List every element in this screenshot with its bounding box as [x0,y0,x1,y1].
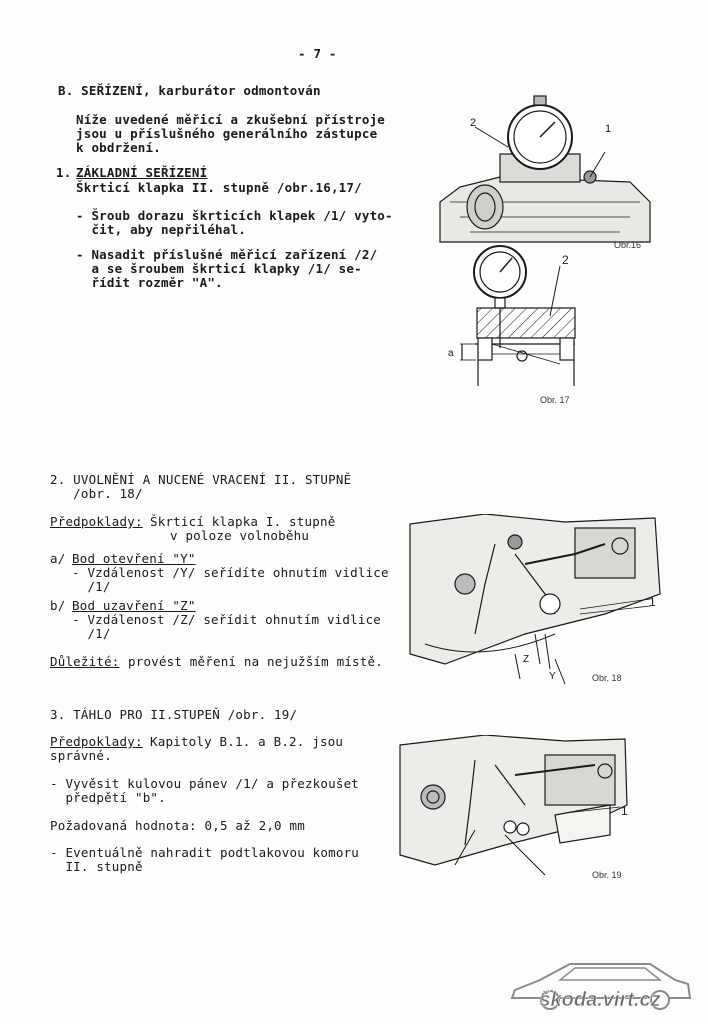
fig17-label-2: 2 [562,253,569,267]
s2-b-line2: /1/ [72,626,111,641]
s1-number: 1. [56,165,72,180]
s3-title: 3. TÁHLO PRO II.STUPEŇ /obr. 19/ [50,707,298,722]
s2-a-label: a/ [50,551,66,566]
s2-important-text: provést měření na nejužším místě. [128,654,383,669]
figure-19-vacuum-rod [395,735,635,885]
s3-prereq-label: Předpoklady: [50,734,143,749]
s2-prereq-line1: Škrticí klapka I. stupně [150,514,336,529]
s2-prereq-label: Předpoklady: [50,514,143,529]
s1-bullet2-line1: - Nasadit příslušné měřicí zařízení /2/ [76,247,378,262]
figure-18-linkage-fork [405,514,665,690]
fig17-caption: Obr. 17 [540,395,570,405]
s3-bullet1-line2: předpětí "b". [50,790,166,805]
fig19-caption: Obr. 19 [592,870,622,880]
s2-important-label: Důležité: [50,654,120,669]
fig16-caption: Obr.16 [614,240,642,250]
s1-title: ZÁKLADNÍ SEŘÍZENÍ [76,165,208,180]
figure-17-measurement-diagram [440,236,600,396]
s2-b-label: b/ [50,598,66,613]
s2-a-line1: - Vzdálenost /Y/ seřídíte ohnutím vidlice [72,565,389,580]
s1-bullet2-line2: a se šroubem škrticí klapky /1/ se- [76,261,362,276]
fig18-label-z: Z [523,654,530,665]
fig18-label-y: Y [549,671,556,682]
s2-a-title: Bod otevření "Y" [72,551,196,566]
s3-bullet2-line2: II. stupně [50,859,143,874]
fig18-caption: Obr. 18 [592,673,622,683]
s3-prereq-line2: správné. [50,748,112,763]
watermark-text: škoda.virt.cz [539,989,661,1011]
s1-subtitle: Škrticí klapka II. stupně /obr.16,17/ [76,180,362,195]
section-b-heading: B. SEŘÍZENÍ, karburátor odmontován [58,83,321,98]
s2-b-line1: - Vzdálenost /Z/ seřídit ohnutím vidlice [72,612,382,627]
s3-bullet1-line1: - Vyvěsit kulovou pánev /1/ a přezkoušet [50,776,360,791]
s1-bullet2-line3: řídit rozměr "A". [76,275,223,290]
s3-requirement: Požadovaná hodnota: 0,5 až 2,0 mm [50,818,305,833]
intro-line-1: Níže uvedené měřicí a zkušební přístroje [76,112,386,127]
s2-a-line2: /1/ [72,579,111,594]
watermark-car-logo [500,950,700,1020]
s3-bullet2-line1: - Eventuálně nahradit podtlakovou komoru [50,845,360,860]
s3-prereq-line1: Kapitoly B.1. a B.2. jsou [150,734,344,749]
fig18-label-1: 1 [649,595,656,609]
s2-b-title: Bod uzavření "Z" [72,598,196,613]
s1-bullet1-line1: - Šroub dorazu škrticích klapek /1/ vyto- [76,208,393,223]
intro-line-3: k obdržení. [76,140,161,155]
fig19-label-1: 1 [621,804,628,818]
s2-title-line2: /obr. 18/ [50,486,143,501]
fig16-label-2: 2 [470,117,477,129]
s1-bullet1-line2: čit, aby nepřiléhal. [76,222,246,237]
intro-line-2: jsou u příslušného generálního zástupce [76,126,378,141]
figure-16-carburetor-gauge [430,92,660,252]
page-number: - 7 - [298,46,337,61]
fig17-label-a: a [448,348,454,359]
fig16-label-1: 1 [605,123,612,135]
s2-prereq-line2: v poloze volnoběhu [170,528,310,543]
s2-title-line1: 2. UVOLNĚNÍ A NUCENÉ VRACENÍ II. STUPNĚ [50,472,352,487]
